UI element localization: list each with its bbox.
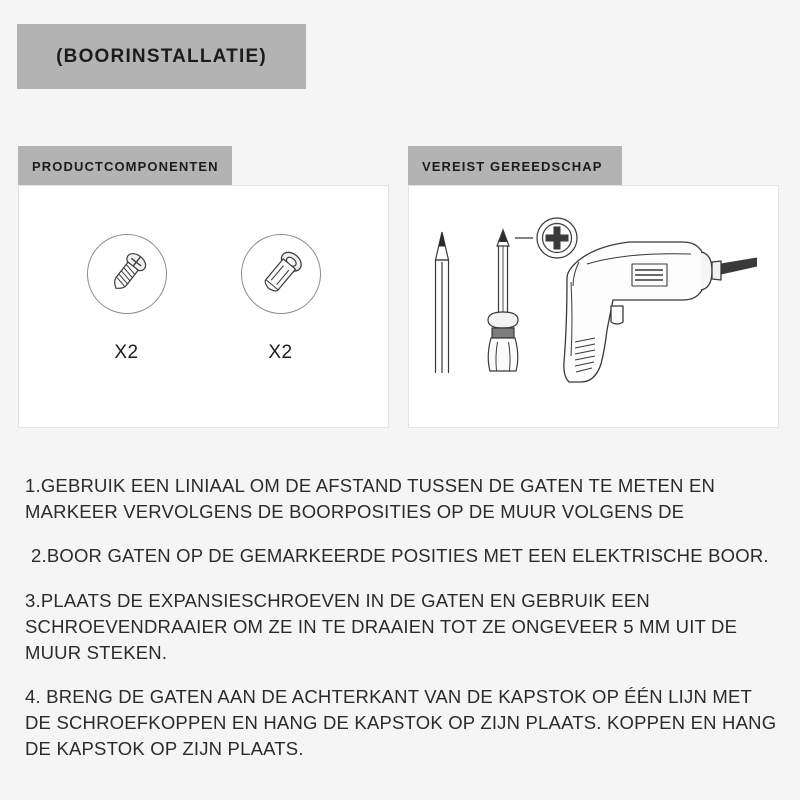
panel-tab-components <box>18 146 232 186</box>
panel-tab-tools-label: VEREIST GEREEDSCHAP <box>422 158 603 174</box>
panel-tab-tools <box>408 146 622 186</box>
page-title: (BOORINSTALLATIE) <box>56 45 267 67</box>
components-row <box>19 234 388 364</box>
page-title-banner <box>17 24 306 89</box>
instruction-step: 4. BRENG DE GATEN AAN DE ACHTERKANT VAN DE KAPSTOK OP ÉÉN LIJN MET DE SCHROEFKOPPEN EN HANG DE KAPSTOK OP ZIJN PLAATS. KOPPEN EN HANG DE KAPSTOK OP ZIJN PLAATS. <box>25 686 777 759</box>
component-circle <box>241 234 321 314</box>
tool-item-pencil <box>427 226 457 381</box>
tool-item-drill <box>549 230 764 400</box>
tools-row <box>409 212 778 412</box>
component-quantity: X2 <box>114 342 139 363</box>
electric-drill-icon <box>549 230 764 395</box>
component-quantity: X2 <box>268 342 293 363</box>
screw-icon <box>96 243 158 305</box>
wall-anchor-icon <box>250 243 312 305</box>
component-item-screw <box>87 234 167 364</box>
instruction-step: 3.PLAATS DE EXPANSIESCHROEVEN IN DE GATEN EN GEBRUIK EEN SCHROEVENDRAAIER OM ZE IN TE DRAAIEN TOT ZE ONGEVEER 5 MM UIT DE MUUR STEKEN. <box>25 589 738 663</box>
panel-required-tools <box>408 185 779 428</box>
panel-tab-components-label: PRODUCTCOMPONENTEN <box>32 158 219 174</box>
instruction-step: 2.BOOR GATEN OP DE GEMARKEERDE POSITIES MET EEN ELEKTRISCHE BOOR. <box>31 545 769 566</box>
component-item-wall-anchor <box>241 234 321 364</box>
instruction-step: 1.GEBRUIK EEN LINIAAL OM DE AFSTAND TUSSEN DE GATEN TE METEN EN MARKEER VERVOLGENS DE BOORPOSITIES OP DE MUUR VOLGENS DE <box>25 474 716 522</box>
panel-product-components <box>18 185 389 428</box>
pencil-icon <box>427 226 457 376</box>
instructions-list <box>25 454 780 762</box>
component-circle <box>87 234 167 314</box>
